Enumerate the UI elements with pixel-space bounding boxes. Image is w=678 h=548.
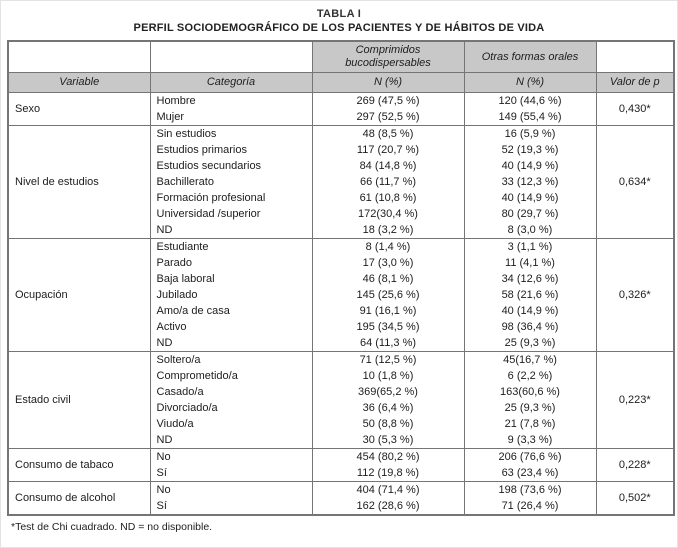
category-cell: Soltero/a bbox=[150, 352, 312, 369]
header-valor-de-p: Valor de p bbox=[596, 73, 674, 93]
category-cell: Divorciado/a bbox=[150, 400, 312, 416]
value-cell-otras: 58 (21,6 %) bbox=[464, 287, 596, 303]
table-row bbox=[8, 449, 674, 466]
header-n-pct-otras: N (%) bbox=[464, 73, 596, 93]
value-cell-comprimidos: 36 (6,4 %) bbox=[312, 400, 464, 416]
value-cell-comprimidos: 48 (8,5 %) bbox=[312, 126, 464, 143]
category-cell: Estudios primarios bbox=[150, 142, 312, 158]
value-cell-comprimidos: 172(30,4 %) bbox=[312, 206, 464, 222]
value-cell-otras: 198 (73,6 %) bbox=[464, 482, 596, 499]
value-cell-otras: 6 (2,2 %) bbox=[464, 368, 596, 384]
header-n-pct-comprimidos: N (%) bbox=[312, 73, 464, 93]
variable-cell: Consumo de tabaco bbox=[8, 449, 150, 482]
blank-header-cell bbox=[8, 41, 150, 73]
table-row bbox=[8, 482, 674, 499]
value-cell-otras: 9 (3,3 %) bbox=[464, 432, 596, 449]
category-cell: Parado bbox=[150, 255, 312, 271]
table-row bbox=[8, 352, 674, 369]
table-row bbox=[8, 239, 674, 256]
value-cell-otras: 25 (9,3 %) bbox=[464, 400, 596, 416]
group-estado-civil bbox=[8, 352, 674, 449]
category-cell: ND bbox=[150, 222, 312, 239]
column-names-row bbox=[8, 73, 674, 93]
value-cell-comprimidos: 61 (10,8 %) bbox=[312, 190, 464, 206]
pvalue-cell: 0,228* bbox=[596, 449, 674, 482]
category-cell: Mujer bbox=[150, 109, 312, 126]
value-cell-comprimidos: 17 (3,0 %) bbox=[312, 255, 464, 271]
value-cell-comprimidos: 50 (8,8 %) bbox=[312, 416, 464, 432]
pvalue-cell: 0,430* bbox=[596, 93, 674, 126]
category-cell: No bbox=[150, 449, 312, 466]
value-cell-otras: 71 (26,4 %) bbox=[464, 498, 596, 515]
value-cell-otras: 3 (1,1 %) bbox=[464, 239, 596, 256]
category-cell: No bbox=[150, 482, 312, 499]
value-cell-comprimidos: 46 (8,1 %) bbox=[312, 271, 464, 287]
table-subtitle: PERFIL SOCIODEMOGRÁFICO DE LOS PACIENTES Y DE HÁBITOS DE VIDA bbox=[133, 22, 545, 34]
value-cell-otras: 63 (23,4 %) bbox=[464, 465, 596, 482]
value-cell-comprimidos: 297 (52,5 %) bbox=[312, 109, 464, 126]
group-sexo bbox=[8, 93, 674, 126]
category-cell: Jubilado bbox=[150, 287, 312, 303]
category-cell: Universidad /superior bbox=[150, 206, 312, 222]
pvalue-cell: 0,634* bbox=[596, 126, 674, 239]
value-cell-comprimidos: 162 (28,6 %) bbox=[312, 498, 464, 515]
category-cell: ND bbox=[150, 432, 312, 449]
pvalue-cell: 0,502* bbox=[596, 482, 674, 516]
value-cell-comprimidos: 66 (11,7 %) bbox=[312, 174, 464, 190]
value-cell-otras: 40 (14,9 %) bbox=[464, 190, 596, 206]
group-ocupacion bbox=[8, 239, 674, 352]
value-cell-otras: 163(60,6 %) bbox=[464, 384, 596, 400]
column-group-otras-formas: Otras formas orales bbox=[464, 41, 596, 73]
group-nivel-de-estudios bbox=[8, 126, 674, 239]
category-cell: Estudios secundarios bbox=[150, 158, 312, 174]
value-cell-comprimidos: 454 (80,2 %) bbox=[312, 449, 464, 466]
value-cell-otras: 98 (36,4 %) bbox=[464, 319, 596, 335]
value-cell-comprimidos: 145 (25,6 %) bbox=[312, 287, 464, 303]
value-cell-comprimidos: 269 (47,5 %) bbox=[312, 93, 464, 110]
blank-header-cell bbox=[596, 41, 674, 73]
value-cell-otras: 45(16,7 %) bbox=[464, 352, 596, 369]
value-cell-otras: 149 (55,4 %) bbox=[464, 109, 596, 126]
value-cell-otras: 34 (12,6 %) bbox=[464, 271, 596, 287]
category-cell: Amo/a de casa bbox=[150, 303, 312, 319]
header-categoria: Categoría bbox=[150, 73, 312, 93]
value-cell-otras: 16 (5,9 %) bbox=[464, 126, 596, 143]
variable-cell: Nivel de estudios bbox=[8, 126, 150, 239]
value-cell-comprimidos: 18 (3,2 %) bbox=[312, 222, 464, 239]
value-cell-comprimidos: 30 (5,3 %) bbox=[312, 432, 464, 449]
table-row bbox=[8, 93, 674, 110]
value-cell-otras: 120 (44,6 %) bbox=[464, 93, 596, 110]
table-number-title: TABLA I bbox=[316, 8, 362, 20]
value-cell-comprimidos: 195 (34,5 %) bbox=[312, 319, 464, 335]
group-consumo-de-alcohol bbox=[8, 482, 674, 516]
blank-header-cell bbox=[150, 41, 312, 73]
sociodemographic-table bbox=[7, 40, 675, 516]
value-cell-otras: 11 (4,1 %) bbox=[464, 255, 596, 271]
pvalue-cell: 0,223* bbox=[596, 352, 674, 449]
category-cell: Hombre bbox=[150, 93, 312, 110]
value-cell-otras: 33 (12,3 %) bbox=[464, 174, 596, 190]
pvalue-cell: 0,326* bbox=[596, 239, 674, 352]
table-header bbox=[8, 41, 674, 93]
group-consumo-de-tabaco bbox=[8, 449, 674, 482]
variable-cell: Sexo bbox=[8, 93, 150, 126]
variable-cell: Ocupación bbox=[8, 239, 150, 352]
category-cell: ND bbox=[150, 335, 312, 352]
value-cell-comprimidos: 112 (19,8 %) bbox=[312, 465, 464, 482]
value-cell-comprimidos: 10 (1,8 %) bbox=[312, 368, 464, 384]
value-cell-otras: 52 (19,3 %) bbox=[464, 142, 596, 158]
value-cell-otras: 8 (3,0 %) bbox=[464, 222, 596, 239]
header-variable: Variable bbox=[8, 73, 150, 93]
value-cell-otras: 40 (14,9 %) bbox=[464, 303, 596, 319]
value-cell-otras: 40 (14,9 %) bbox=[464, 158, 596, 174]
category-cell: Formación profesional bbox=[150, 190, 312, 206]
variable-cell: Consumo de alcohol bbox=[8, 482, 150, 516]
column-group-comprimidos: Comprimidos bucodispersables bbox=[312, 41, 464, 73]
footnote: *Test de Chi cuadrado. ND = no disponible. bbox=[11, 521, 213, 533]
value-cell-otras: 21 (7,8 %) bbox=[464, 416, 596, 432]
category-cell: Estudiante bbox=[150, 239, 312, 256]
value-cell-comprimidos: 8 (1,4 %) bbox=[312, 239, 464, 256]
value-cell-otras: 80 (29,7 %) bbox=[464, 206, 596, 222]
value-cell-otras: 25 (9,3 %) bbox=[464, 335, 596, 352]
value-cell-comprimidos: 404 (71,4 %) bbox=[312, 482, 464, 499]
category-cell: Sí bbox=[150, 498, 312, 515]
category-cell: Viudo/a bbox=[150, 416, 312, 432]
category-cell: Bachillerato bbox=[150, 174, 312, 190]
value-cell-comprimidos: 84 (14,8 %) bbox=[312, 158, 464, 174]
value-cell-comprimidos: 117 (20,7 %) bbox=[312, 142, 464, 158]
column-group-row bbox=[8, 41, 674, 73]
value-cell-comprimidos: 91 (16,1 %) bbox=[312, 303, 464, 319]
value-cell-comprimidos: 71 (12,5 %) bbox=[312, 352, 464, 369]
value-cell-otras: 206 (76,6 %) bbox=[464, 449, 596, 466]
category-cell: Casado/a bbox=[150, 384, 312, 400]
table-row bbox=[8, 126, 674, 143]
category-cell: Sí bbox=[150, 465, 312, 482]
category-cell: Baja laboral bbox=[150, 271, 312, 287]
category-cell: Sin estudios bbox=[150, 126, 312, 143]
variable-cell: Estado civil bbox=[8, 352, 150, 449]
value-cell-comprimidos: 369(65,2 %) bbox=[312, 384, 464, 400]
value-cell-comprimidos: 64 (11,3 %) bbox=[312, 335, 464, 352]
category-cell: Comprometido/a bbox=[150, 368, 312, 384]
category-cell: Activo bbox=[150, 319, 312, 335]
